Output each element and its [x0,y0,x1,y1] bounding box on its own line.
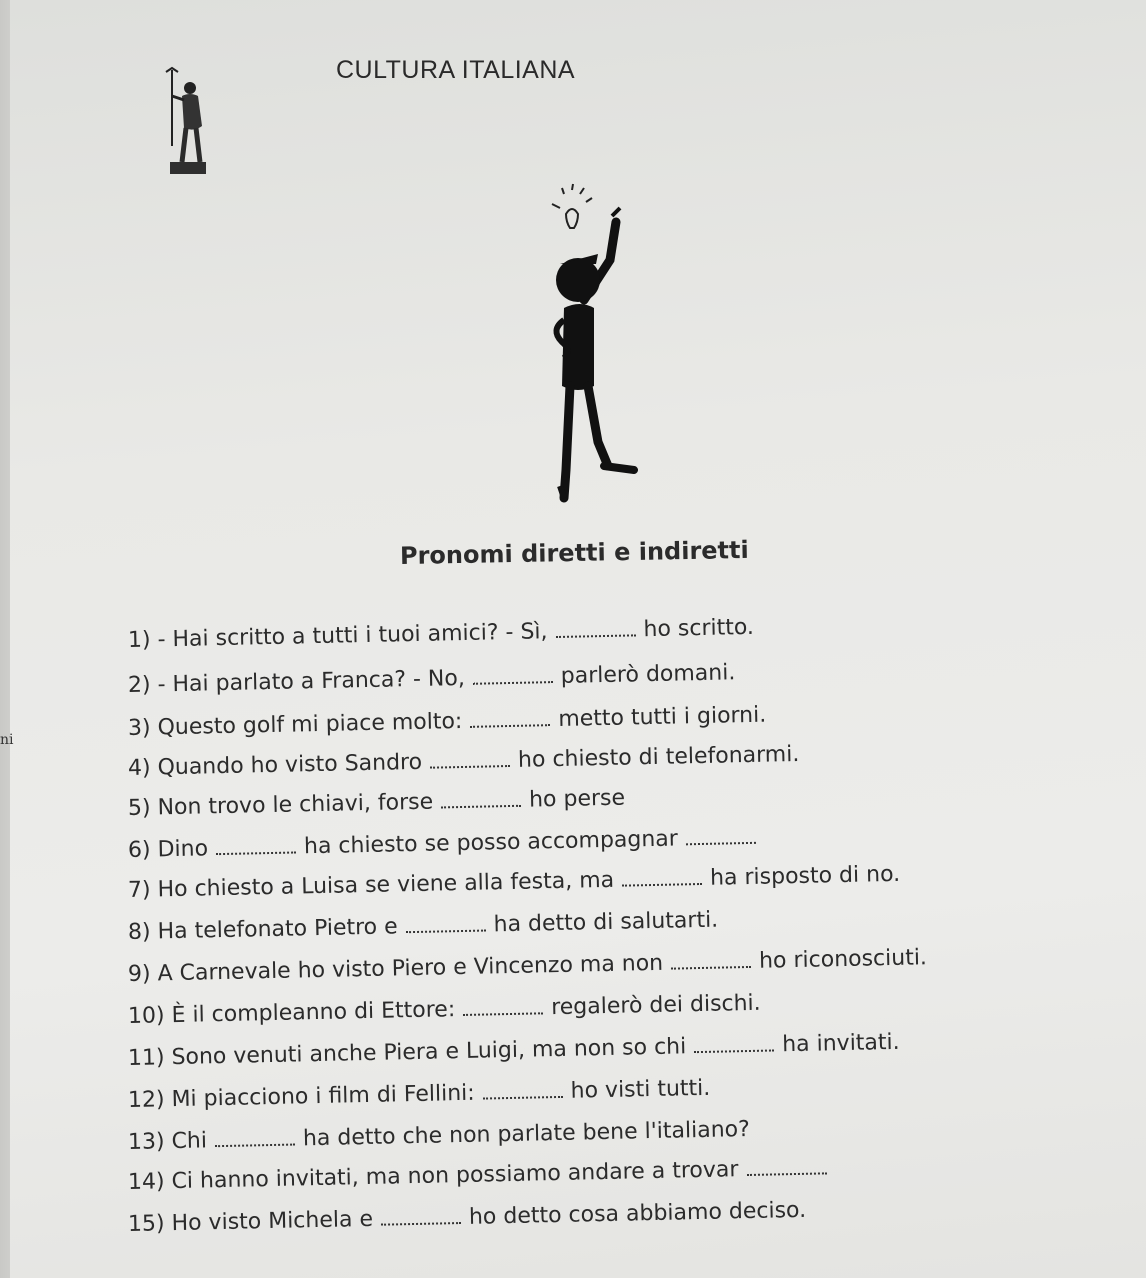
answer-blank[interactable] [483,1092,563,1100]
exercise-item: 6) Dino ha chiesto se posso accompagnar [128,825,764,863]
exercise-item: 1) - Hai scritto a tutti i tuoi amici? - Sì, ho scritto. [127,614,755,653]
exercise-item: 9) A Carnevale ho visto Piero e Vincenzo ma non ho riconosciuti. [127,945,928,987]
answer-blank[interactable] [473,677,553,685]
exercise-item: 4) Quando ho visto Sandro ho chiesto di telefonarmi. [127,741,800,781]
exercise-item: 14) Ci hanno invitati, ma non possiamo andare a trovar [128,1155,835,1195]
exercise-item: 12) Mi piacciono i film di Fellini: ho visti tutti. [127,1075,711,1113]
answer-blank[interactable] [406,926,486,934]
exercise-item: 10) È il compleanno di Ettore: regalerò dei dischi. [127,990,761,1029]
exercise-item: 8) Ha telefonato Pietro e ha detto di salutarti. [127,907,719,945]
thinking-person-icon [520,180,660,510]
answer-blank[interactable] [216,847,296,855]
exercise-item: 15) Ho visto Michela e ho detto cosa abbiamo deciso. [127,1197,807,1237]
page-title: CULTURA ITALIANA [336,56,576,84]
adjacent-page-text: ni [0,732,14,748]
answer-blank[interactable] [694,1045,774,1053]
exercise-item: 11) Sono venuti anche Piera e Luigi, ma non so chi ha invitati. [127,1029,900,1071]
exercise-item: 7) Ho chiesto a Luisa se viene alla festa, ma ha risposto di no. [127,861,901,903]
exercise-item: 3) Questo golf mi piace molto: metto tutti i giorni. [127,702,767,741]
answer-blank[interactable] [381,1218,461,1226]
answer-blank[interactable] [622,879,702,887]
answer-blank[interactable] [463,1008,543,1016]
section-title: Pronomi diretti e indiretti [399,535,749,570]
exercise-item: 5) Non trovo le chiavi, forse ho perse [127,785,626,821]
answer-blank[interactable] [441,801,521,809]
exercise-item: 13) Chi ha detto che non parlate bene l'italiano? [127,1116,751,1155]
answer-blank[interactable] [430,761,510,769]
statue-icon [160,66,216,178]
answer-blank[interactable] [671,962,751,970]
answer-blank[interactable] [746,1168,826,1176]
answer-blank[interactable] [686,838,756,845]
exercise-item: 2) - Hai parlato a Franca? - No, parlerò domani. [127,660,736,698]
answer-blank[interactable] [470,720,550,728]
answer-blank[interactable] [556,630,636,638]
answer-blank[interactable] [215,1140,295,1148]
